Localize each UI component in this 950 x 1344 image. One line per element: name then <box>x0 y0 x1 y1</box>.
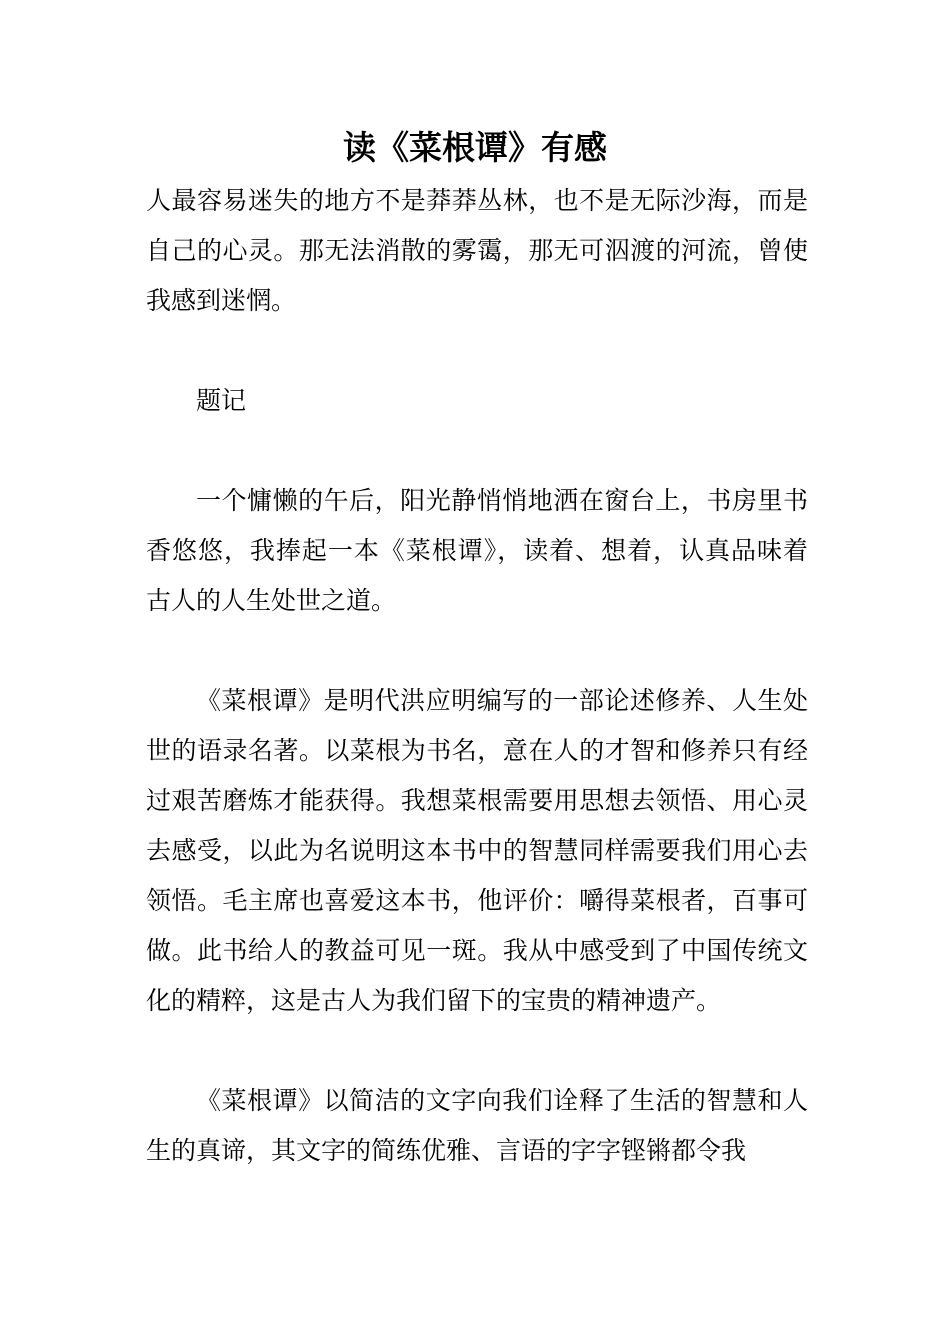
paragraph-book-intro: 《菜根谭》是明代洪应明编写的一部论述修养、人生处世的语录名著。以菜根为书名，意在人的才智和修养只有经过艰苦磨炼才能获得。我想菜根需要用思想去领悟、用心灵去感受，以此为名说明这本书中的智慧同样需要我们用心去领悟。毛主席也喜爱这本书，他评价：嚼得菜根者，百事可做。此书给人的教益可见一斑。我从中感受到了中国传统文化的精粹，这是古人为我们留下的宝贵的精神遗产。 <box>146 686 808 1015</box>
document-body <box>146 176 808 1176</box>
paragraph-afternoon: 一个慵懒的午后，阳光静悄悄地洒在窗台上，书房里书香悠悠，我捧起一本《菜根谭》，读着、想着，认真品味着古人的人生处世之道。 <box>146 486 808 615</box>
paragraph-epigraph-label: 题记 <box>196 386 247 415</box>
page-title: 读《菜根谭》有感 <box>343 128 607 167</box>
paragraph-wisdom: 《菜根谭》以简洁的文字向我们诠释了生活的智慧和人生的真谛，其文字的简练优雅、言语的字字铿锵都令我 <box>146 1086 808 1165</box>
paragraph-intro: 人最容易迷失的地方不是莽莽丛林，也不是无际沙海，而是自己的心灵。那无法消散的雾霭，那无可泅渡的河流，曾使我感到迷惘。 <box>146 186 808 315</box>
paragraph-gap <box>146 426 808 476</box>
paragraph-gap <box>146 1026 808 1076</box>
paragraph-gap <box>146 326 808 376</box>
paragraph-gap <box>146 626 808 676</box>
